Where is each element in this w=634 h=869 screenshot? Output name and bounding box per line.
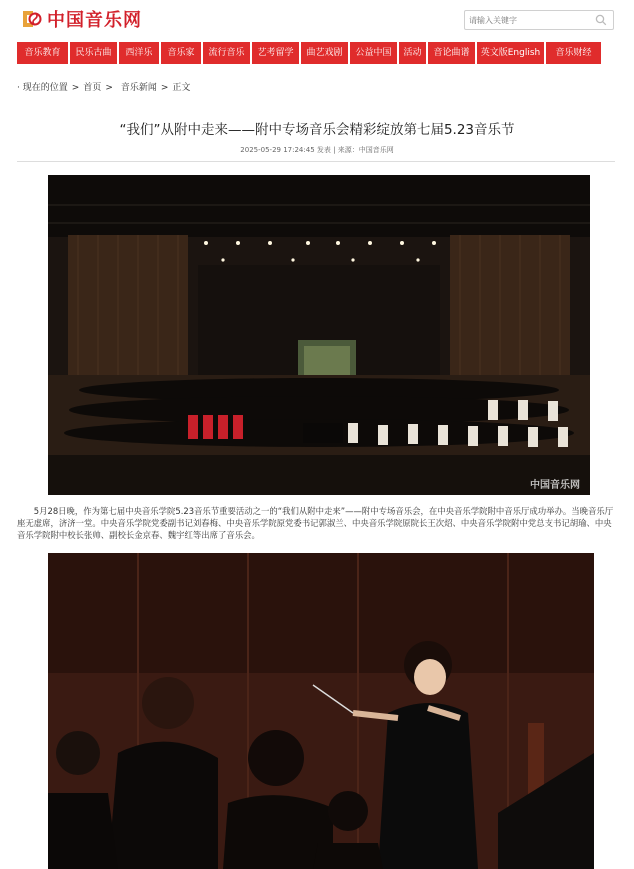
title-divider [17,161,615,162]
search-icon[interactable] [595,14,607,26]
breadcrumb-music-news[interactable]: 音乐新闻 [120,83,157,93]
nav-item-opera-drama[interactable]: 曲艺戏剧 [301,42,348,64]
photo-watermark-1: 中国音乐网 [530,480,580,491]
site-name: 中国音乐网 [47,10,142,31]
concert-photo-conductor [48,553,594,869]
article-paragraph: 5月28日晚，作为第七届中央音乐学院5.23音乐节重要活动之一的“我们从附中走来”——附中专场音乐会，在中央音乐学院附中音乐厅成功举办。当晚音乐厅座无虚席，济济一堂。中央音乐学院党委副书记刘春梅、中央音乐学院原党委书记郭淑兰、中央音乐学院原院长王次炤、中央音乐学院附中党总支书记胡瑜、中央音乐学院附中校长张帅、副校长金京春、魏宇红等出席了音乐会。 [17,506,614,540]
main-nav [17,42,617,64]
search-box [464,10,614,30]
breadcrumb-home[interactable]: 首页 [83,83,102,93]
publish-label: 发表 [316,146,331,154]
nav-item-western-music[interactable]: 西洋乐 [119,42,159,64]
nav-item-events[interactable]: 活动 [399,42,426,64]
nav-item-scores[interactable]: 音论曲谱 [428,42,475,64]
site-logo[interactable] [20,6,142,32]
nav-item-pop-music[interactable]: 流行音乐 [203,42,250,64]
nav-item-musicians[interactable]: 音乐家 [161,42,201,64]
breadcrumb-current: 正文 [172,83,191,93]
nav-item-finance[interactable]: 音乐财经 [546,42,601,64]
source-link[interactable]: 中国音乐网 [358,146,394,154]
nav-item-art-exam[interactable]: 艺考留学 [252,42,299,64]
breadcrumb: · 现在的位置 > 首页 > 音乐新闻 > 正文 [17,83,191,93]
nav-item-folk-music[interactable]: 民乐古曲 [70,42,117,64]
article-title: “我们”从附中走来——附中专场音乐会精彩绽放第七届5.23音乐节 [119,122,515,138]
nav-item-english[interactable]: 英文版English [477,42,544,64]
choir-stage-illustration [48,175,590,495]
publish-date: 2025-05-29 17:24:45 [240,146,315,154]
nav-item-music-education[interactable]: 音乐教育 [17,42,68,64]
conductor-illustration [48,553,594,869]
nav-item-charity[interactable]: 公益中国 [350,42,397,64]
source-label: 来源： [337,146,359,154]
article-meta: 2025-05-29 17:24:45 发表 | 来源：中国音乐网 [240,146,394,154]
breadcrumb-prefix: · 现在的位置 [17,83,68,93]
logo-icon [20,7,44,31]
concert-photo-choir [48,175,590,495]
search-input[interactable] [469,12,587,28]
site-header [0,0,634,40]
